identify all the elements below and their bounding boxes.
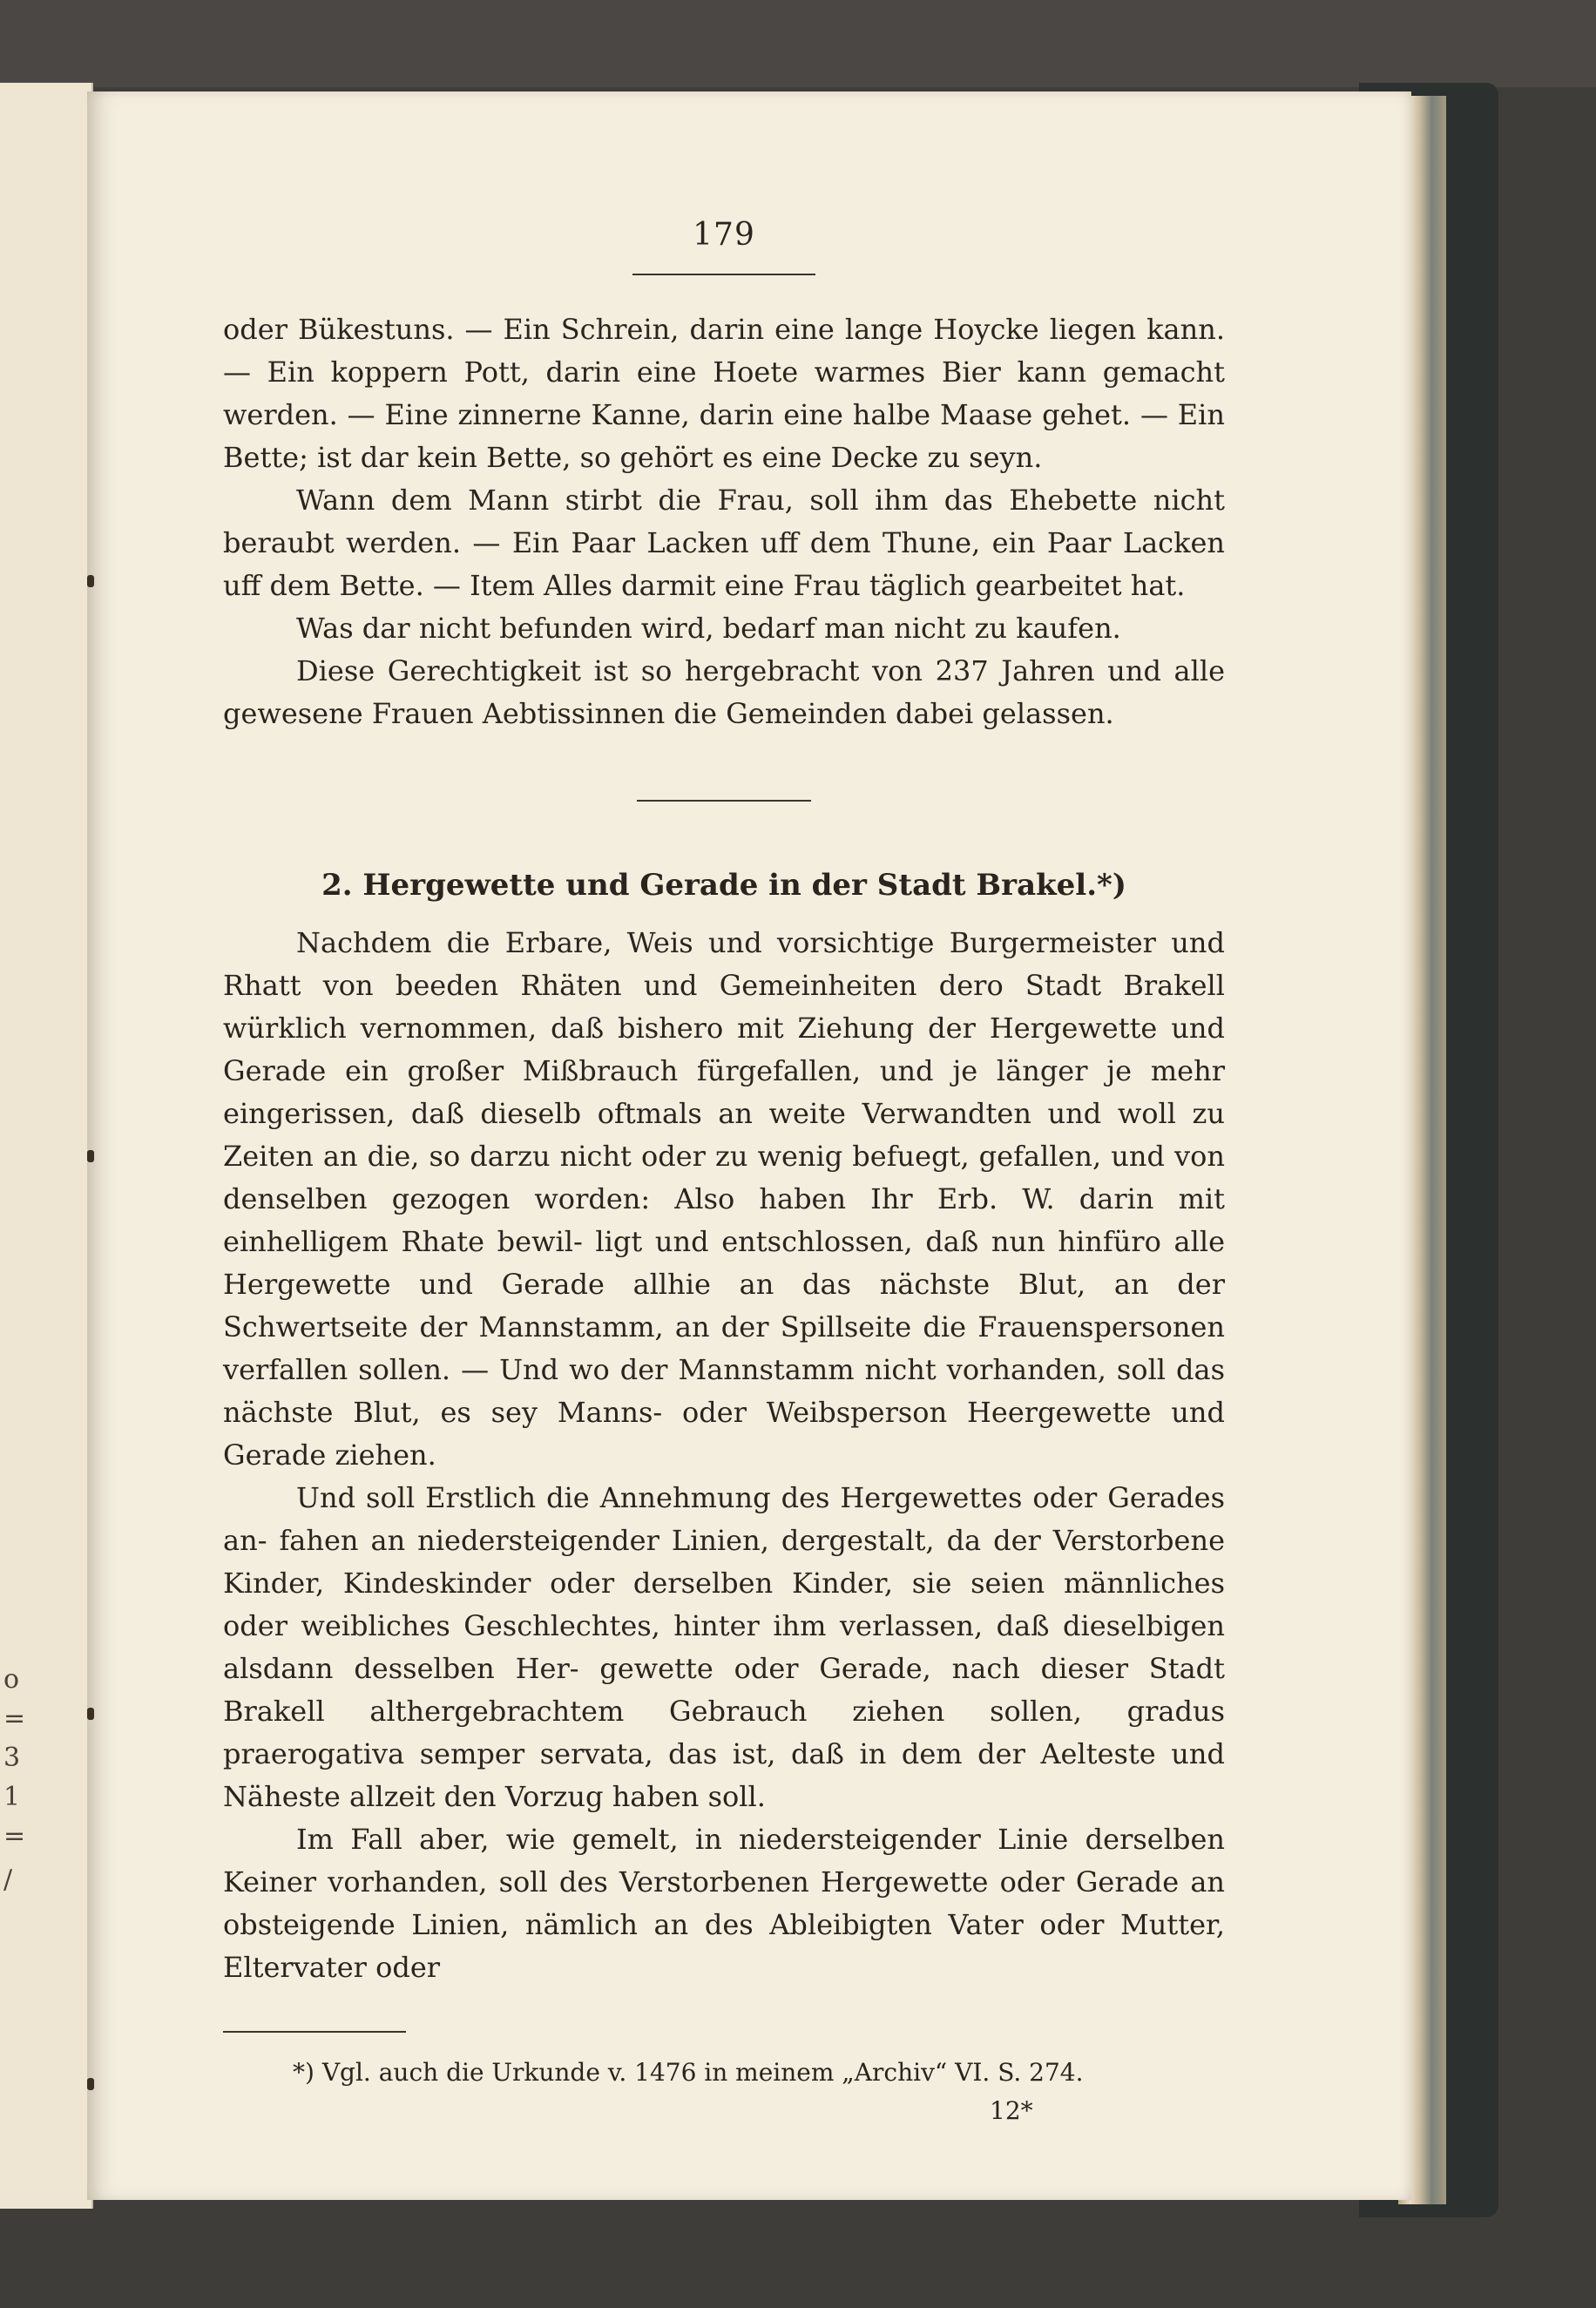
header-rule [632,274,815,275]
left-page-fragment: / [3,1865,13,1895]
paragraph: Diese Gerechtigkeit ist so hergebracht von 237 Jahren und alle gewesene Frauen Aebtissinnen die Gemeinden dabei gelassen. [223,654,1225,730]
background-top [0,0,1596,87]
paragraph: Nachdem die Erbare, Weis und vorsichtige Burgermeister und Rhatt von beeden Rhäten und Gemeinheiten dero Stadt Brakell würklich vernommen, daß bishero mit Ziehung der Hergewette und Gerade ein großer Mißbrauch fürgefallen, und je länger je mehr eingerissen, daß dieselb oftmals an weite Verwandten und woll zu Zeiten an die, so darzu nicht oder zu wenig befuegt, gefallen, und von denselben gezogen worden: Also haben Ihr Erb. W. darin mit einhelligem Rhate bewil- ligt und entschlossen, daß nun hinfüro alle Hergewette und Gerade allhie an das nächste Blut, an der Schwertseite der Mannstamm, an der Spillseite die Frauenspersonen verfallen sollen. — Und wo der Mannstamm nicht vorhanden, soll das nächste Blut, es sey Manns- oder Weibsperson Heergewette und Gerade ziehen. [223,926,1225,1472]
binding-hole [87,1708,94,1720]
left-page-fragment: o [3,1664,20,1695]
left-page-fragment: 3 [3,1743,21,1773]
paragraph: oder Bükestuns. — Ein Schrein, darin eine lange Hoycke liegen kann. — Ein koppern Pott, darin eine Hoete warmes Bier kann gemacht werden. — Eine zinnerne Kanne, darin eine halbe Maase gehet. — Ein Bette; ist dar kein Bette, so gehört es eine Decke zu seyn. [223,313,1225,474]
paragraph: Was dar nicht befunden wird, bedarf man nicht zu kaufen. [296,612,1121,645]
footnote-rule [223,2031,406,2033]
paragraph: Wann dem Mann stirbt die Frau, soll ihm das Ehebette nicht beraubt werden. — Ein Paar Lacken uff dem Thune, ein Paar Lacken uff dem Bette. — Item Alles darmit eine Frau täglich gearbeitet hat. [223,484,1225,602]
binding-hole [87,2078,94,2090]
left-page [0,83,93,2209]
section-heading: 2. Hergewette und Gerade in der Stadt Brakel.*) [321,868,1126,903]
page-number: 179 [693,217,755,253]
paragraph: Im Fall aber, wie gemelt, in niedersteigender Linie derselben Keiner vorhanden, soll des Verstorbenen Hergewette oder Gerade an obsteigende Linien, nämlich an des Ableibigten Vater oder Mutter, Eltervater oder [223,1823,1225,1984]
printer-signature: 12* [990,2096,1033,2125]
left-page-fragment: = [3,1703,26,1734]
binding-hole [87,575,94,587]
left-page-fragment: 1 [3,1782,21,1812]
page-content [223,218,1225,2129]
left-page-fragment: = [3,1821,26,1851]
binding-hole [87,1150,94,1162]
section-divider [637,800,811,802]
footnote: *) Vgl. auch die Urkunde v. 1476 in meinem „Archiv“ VI. S. 274. [293,2058,1084,2087]
paragraph: Und soll Erstlich die Annehmung des Hergewettes oder Gerades an- fahen an niedersteigender Linien, dergestalt, da der Verstorbene Kinder, Kindeskinder oder derselben Kinder, sie seien männliches oder weibliches Geschlechtes, hinter ihm verlassen, daß dieselbigen alsdann desselben Her- gewette oder Gerade, nach dieser Stadt Brakell althergebrachtem Gebrauch ziehen sollen, gradus praerogativa semper servata, das ist, daß in dem der Aelteste und Näheste allzeit den Vorzug haben soll. [223,1481,1225,1813]
